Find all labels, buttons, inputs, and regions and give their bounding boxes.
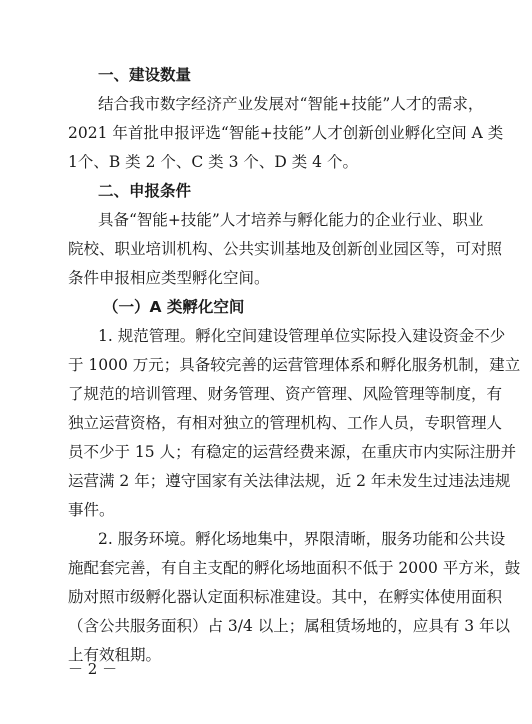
paragraph-line: 施配套完善，有自主支配的孵化场地面积不低于 2000 平方米，鼓 — [68, 559, 521, 577]
paragraph-line: 事件。 — [68, 501, 115, 519]
section-heading-1: 一、建设数量 — [98, 66, 192, 84]
paragraph-line: 于 1000 万元；具备较完善的运营管理体系和孵化服务机制，建立 — [68, 356, 521, 374]
paragraph-line: 1个、B 类 2 个、C 类 3 个、D 类 4 个。 — [68, 153, 358, 171]
paragraph-line: 2. 服务环境。孵化场地集中，界限清晰，服务功能和公共设 — [98, 530, 506, 548]
paragraph-line: 条件申报相应类型孵化空间。 — [68, 269, 270, 287]
paragraph-line: 结合我市数字经济产业发展对“智能+技能”人才的需求， — [98, 95, 484, 113]
paragraph-line: 励对照市级孵化器认定面积标准建设。其中，在孵实体使用面积 — [68, 588, 503, 606]
paragraph-line: 独立运营资格，有相对独立的管理机构、工作人员，专职管理人 — [68, 414, 503, 432]
paragraph-line: （含公共服务面积）占 3/4 以上；属租赁场地的，应具有 3 年以 — [68, 617, 511, 635]
paragraph-line: 具备“智能+技能”人才培养与孵化能力的企业行业、职业 — [98, 211, 484, 229]
subsection-heading-a: （一）A 类孵化空间 — [103, 298, 245, 316]
paragraph-line: 运营满 2 年；遵守国家有关法律法规，近 2 年未发生过违法违规 — [68, 472, 511, 490]
paragraph-line: 院校、职业培训机构、公共实训基地及创新创业园区等，可对照 — [68, 240, 503, 258]
paragraph-line: 2021 年首批申报评选“智能+技能”人才创新创业孵化空间 A 类 — [68, 124, 504, 142]
section-heading-2: 二、申报条件 — [98, 182, 192, 200]
page-number: － 2 － — [68, 660, 118, 678]
paragraph-line: 上有效租期。 — [68, 646, 162, 664]
paragraph-line: 了规范的培训管理、财务管理、资产管理、风险管理等制度，有 — [68, 385, 503, 403]
paragraph-line: 员不少于 15 人；有稳定的运营经费来源，在重庆市内实际注册并 — [68, 443, 517, 461]
paragraph-line: 1. 规范管理。孵化空间建设管理单位实际投入建设资金不少 — [98, 327, 506, 345]
